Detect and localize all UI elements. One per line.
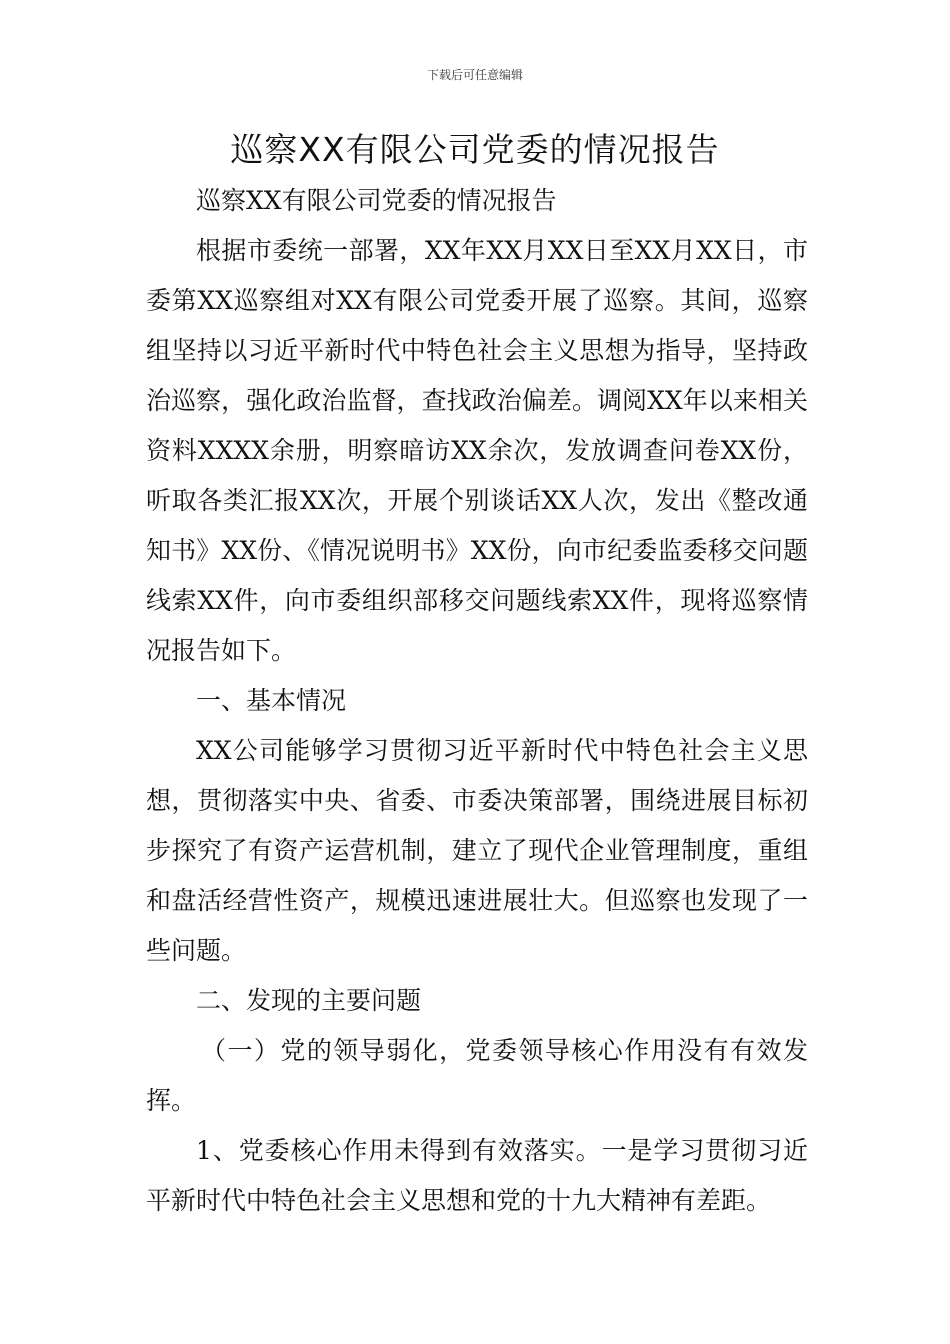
paragraph-subtitle: 巡察XX有限公司党委的情况报告 (196, 186, 557, 215)
section-heading-basic-situation: 一、基本情况 (196, 686, 347, 715)
subsection-heading-party-leadership: （一）党的领导弱化，党委领导核心作用没有有效发挥。 (146, 1036, 808, 1115)
paragraph-basic-situation: XX公司能够学习贯彻习近平新时代中特色社会主义思想，贯彻落实中央、省委、市委决策部署，围绕进展目标初步探究了有资产运营机制，建立了现代企业管理制度，重组和盘活经营性资产，规模迅速进展壮大。但巡察也发现了一些问题。 (146, 736, 808, 965)
section-heading-main-problems: 二、发现的主要问题 (196, 986, 422, 1015)
header-note: 下载后可任意编辑 (426, 68, 523, 82)
paragraph-core-role: 1、党委核心作用未得到有效落实。一是学习贯彻习近平新时代中特色社会主义思想和党的十九大精神有差距。 (146, 1136, 808, 1215)
paragraph-intro: 根据市委统一部署，XX年XX月XX日至XX月XX日，市委第XX巡察组对XX有限公司党委开展了巡察。其间，巡察组坚持以习近平新时代中特色社会主义思想为指导，坚持政治巡察，强化政治监督，查找政治偏差。调阅XX年以来相关资料XXXX余册，明察暗访XX余次，发放调查问卷XX份，听取各类汇报XX次，开展个别谈话XX人次，发出《整改通知书》XX份、《情况说明书》XX份，向市纪委监委移交问题线索XX件，向市委组织部移交问题线索XX件，现将巡察情况报告如下。 (146, 236, 808, 665)
document-body (146, 176, 808, 1226)
document-title: 巡察XX有限公司党委的情况报告 (230, 130, 720, 169)
